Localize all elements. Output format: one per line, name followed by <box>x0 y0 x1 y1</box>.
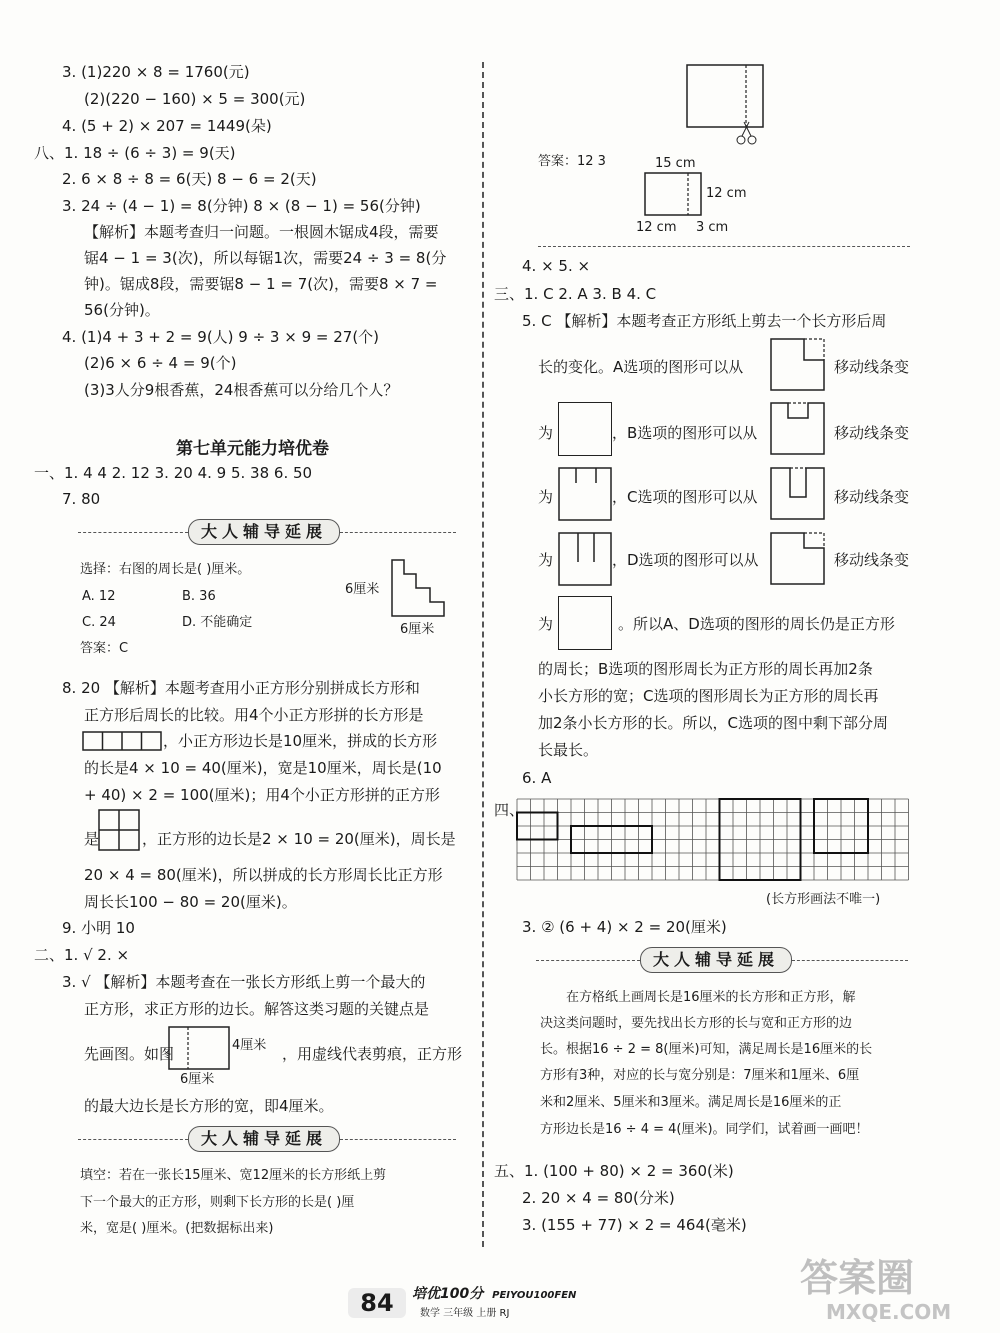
analysis-line: 3. √ 【解析】本题考查在一张长方形纸上剪一个最大的 <box>62 973 426 991</box>
figure-label: 12 cm <box>636 220 677 235</box>
analysis-line: 先画图。如图 <box>84 1045 175 1063</box>
tutoring-banner <box>78 1126 456 1152</box>
four-square-rectangle <box>82 731 162 751</box>
cut-paper-figure <box>686 64 766 148</box>
answer-line: 一、1. 4 4 2. 12 3. 20 4. 9 5. 38 6. 50 <box>34 464 313 482</box>
answer-line: 4. × 5. × <box>522 257 591 275</box>
analysis-line: 的长是4 × 10 = 40(厘米)，宽是10厘米，周长是(10 <box>84 759 442 777</box>
answer-line: 6. A <box>522 769 552 787</box>
answer-line: 9. 小明 10 <box>62 919 135 937</box>
question-text: 下一个最大的正方形，则剩下长方形的长是( )厘 <box>80 1195 355 1210</box>
tip-line: 长。根据16 ÷ 2 = 8(厘米)可知，满足周长是16厘米的长 <box>540 1042 873 1057</box>
figure-label: 4厘米 <box>232 1038 267 1053</box>
analysis-line: 。所以A、D选项的图形的周长仍是正方形 <box>618 615 895 633</box>
unit-title: 第七单元能力培优卷 <box>176 439 329 459</box>
analysis-line: 20 × 4 = 80(厘米)，所以拼成的长方形周长比正方形 <box>84 866 443 884</box>
answer-line: 2. 20 × 4 = 80(分米) <box>522 1189 675 1207</box>
tip-line: 方形边长是16 ÷ 4 = 4(厘米)。同学们，试着画一画吧！ <box>540 1122 869 1137</box>
analysis-line: 钟)。锯成8段，需要锯8 − 1 = 7(次)，需要8 × 7 = <box>84 275 438 293</box>
option-a: A. 12 <box>82 589 116 604</box>
answer-line: 7. 80 <box>62 490 101 508</box>
tutoring-banner <box>78 519 456 545</box>
analysis-line: 小长方形的宽；C选项的图形周长为正方形的周长再 <box>538 687 879 705</box>
analysis-line: 56(分钟)。 <box>84 301 160 319</box>
analysis-line: 正方形，求正方形的边长。解答这类习题的关键点是 <box>84 1000 430 1018</box>
analysis-line: ，C选项的图形可以从 <box>612 488 758 506</box>
analysis-line: 是 <box>84 830 100 848</box>
analysis-line: 【解析】本题考查归一问题。一根圆木锯成4段，需要 <box>84 223 439 241</box>
analysis-line: 5. C 【解析】本题考查正方形纸上剪去一个长方形后周 <box>522 312 887 330</box>
cut-rectangle-figure <box>168 1026 230 1070</box>
answer-line: 五、1. (100 + 80) × 2 = 360(米) <box>494 1162 734 1180</box>
analysis-line: 为 <box>538 488 554 506</box>
figure-label: 6厘米 <box>180 1072 215 1087</box>
answer-line: 3. 24 ÷ (4 − 1) = 8(分钟) 8 × (8 − 1) = 56(分钟) <box>62 197 421 215</box>
answer-line: 4. (5 + 2) × 207 = 1449(朵) <box>62 117 272 135</box>
answer-line: 3. (155 + 77) × 2 = 464(毫米) <box>522 1216 747 1234</box>
grid-note: (长方形画法不唯一) <box>766 892 881 907</box>
column-divider <box>482 62 484 1247</box>
tip-line: 方形有3种，对应的长与宽分别是：7厘米和1厘米、6厘 <box>540 1068 860 1083</box>
figure-label: 3 cm <box>696 220 729 235</box>
analysis-line: 移动线条变 <box>834 551 910 569</box>
analysis-line: ，小正方形边长是10厘米，拼成的长方形 <box>163 732 438 750</box>
banner-title: 大人辅导延展 <box>640 947 792 973</box>
answer-line: 4. (1)4 + 3 + 2 = 9(人) 9 ÷ 3 × 9 = 27(个) <box>62 328 380 346</box>
four-square-square <box>98 809 140 851</box>
question-text: 米，宽是( )厘米。(把数据标出来) <box>80 1221 274 1236</box>
shape-b-after <box>558 467 614 521</box>
figure-label: 12 cm <box>706 186 747 201</box>
analysis-line: ，正方形的边长是2 × 10 = 20(厘米)，周长是 <box>142 830 456 848</box>
option-b: B. 36 <box>182 589 216 604</box>
answer-line: (3)3人分9根香蕉，24根香蕉可以分给几个人？ <box>84 381 399 399</box>
answer-line: 三、1. C 2. A 3. B 4. C <box>494 285 657 303</box>
staircase-figure <box>390 558 450 618</box>
section-rule <box>538 246 910 247</box>
square-shape <box>558 402 612 456</box>
question-text: 选择：右图的周长是( )厘米。 <box>80 562 251 577</box>
answer-line: 二、1. √ 2. × <box>34 946 130 964</box>
shape-b-before <box>770 402 826 456</box>
answer-text: 答案：C <box>80 641 129 656</box>
answer-line: 3. ② (6 + 4) × 2 = 20(厘米) <box>522 918 727 936</box>
banner-title: 大人辅导延展 <box>188 1126 340 1152</box>
answer-line: 四、 <box>494 801 525 819</box>
analysis-line: 移动线条变 <box>834 424 910 442</box>
analysis-line: 为 <box>538 551 554 569</box>
page-number: 84 <box>348 1288 406 1318</box>
answer-line: (2)(220 − 160) × 5 = 300(元) <box>84 90 306 108</box>
analysis-line: 的最大边长是长方形的宽，即4厘米。 <box>84 1097 334 1115</box>
question-text: 填空：若在一张长15厘米、宽12厘米的长方形纸上剪 <box>80 1168 387 1183</box>
shape-a-before <box>770 338 826 392</box>
shape-c-before <box>770 467 826 521</box>
analysis-line: 为 <box>538 424 554 442</box>
drawing-grid <box>516 798 908 880</box>
shape-d-before <box>770 532 826 586</box>
brand-name: 培优100分 <box>412 1286 484 1302</box>
answer-line: (2)6 × 6 ÷ 4 = 9(个) <box>84 354 237 372</box>
analysis-line: 的周长；B选项的图形周长为正方形的周长再加2条 <box>538 660 873 678</box>
analysis-line: 长最长。 <box>538 741 599 759</box>
analysis-line: 锯4 − 1 = 3(次)，所以每锯1次，需要24 ÷ 3 = 8(分 <box>84 249 447 267</box>
analysis-line: 长的变化。A选项的图形可以从 <box>538 358 744 376</box>
answer-line: 2. 6 × 8 ÷ 8 = 6(天) 8 − 6 = 2(天) <box>62 170 317 188</box>
analysis-line: 周长长100 − 80 = 20(厘米)。 <box>84 893 297 911</box>
watermark-url: MXQE.COM <box>826 1300 952 1324</box>
tip-line: 决这类问题时，要先找出长方形的长与宽和正方形的边 <box>540 1016 853 1031</box>
tip-line: 米和2厘米、5厘米和3厘米。满足周长是16厘米的正 <box>540 1095 842 1110</box>
figure-label: 6厘米 <box>345 582 380 597</box>
watermark: 答案圈 <box>800 1256 915 1300</box>
analysis-line: ，D选项的图形可以从 <box>612 551 759 569</box>
analysis-line: 正方形后周长的比较。用4个小正方形拼的长方形是 <box>84 706 424 724</box>
brand-en: PEIYOU100FEN <box>492 1290 577 1301</box>
banner-title: 大人辅导延展 <box>188 519 340 545</box>
analysis-line: 为 <box>538 615 554 633</box>
book-info: 数学 三年级 上册 RJ <box>420 1308 510 1319</box>
square-shape <box>558 596 612 650</box>
brand-logo <box>412 1284 576 1306</box>
analysis-line: 加2条小长方形的长。所以，C选项的图中剩下部分周 <box>538 714 889 732</box>
analysis-line: 移动线条变 <box>834 358 910 376</box>
figure-label: 6厘米 <box>400 622 435 637</box>
option-c: C. 24 <box>82 615 116 630</box>
shape-c-after <box>558 532 614 586</box>
analysis-line: ，B选项的图形可以从 <box>612 424 758 442</box>
measured-rectangle-figure <box>644 172 704 218</box>
option-d: D. 不能确定 <box>182 615 253 630</box>
analysis-line: ，用虚线代表剪痕，正方形 <box>282 1045 463 1063</box>
analysis-line: + 40) × 2 = 100(厘米)；用4个小正方形拼的正方形 <box>84 786 440 804</box>
tutoring-banner <box>536 947 908 973</box>
answer-line: 八、1. 18 ÷ (6 ÷ 3) = 9(天) <box>34 144 236 162</box>
answer-line: 3. (1)220 × 8 = 1760(元) <box>62 63 250 81</box>
answer-text: 答案：12 3 <box>538 154 606 169</box>
tip-line: 在方格纸上画周长是16厘米的长方形和正方形，解 <box>566 990 856 1005</box>
figure-label: 15 cm <box>655 156 696 171</box>
analysis-line: 8. 20 【解析】本题考查用小正方形分别拼成长方形和 <box>62 679 420 697</box>
analysis-line: 移动线条变 <box>834 488 910 506</box>
